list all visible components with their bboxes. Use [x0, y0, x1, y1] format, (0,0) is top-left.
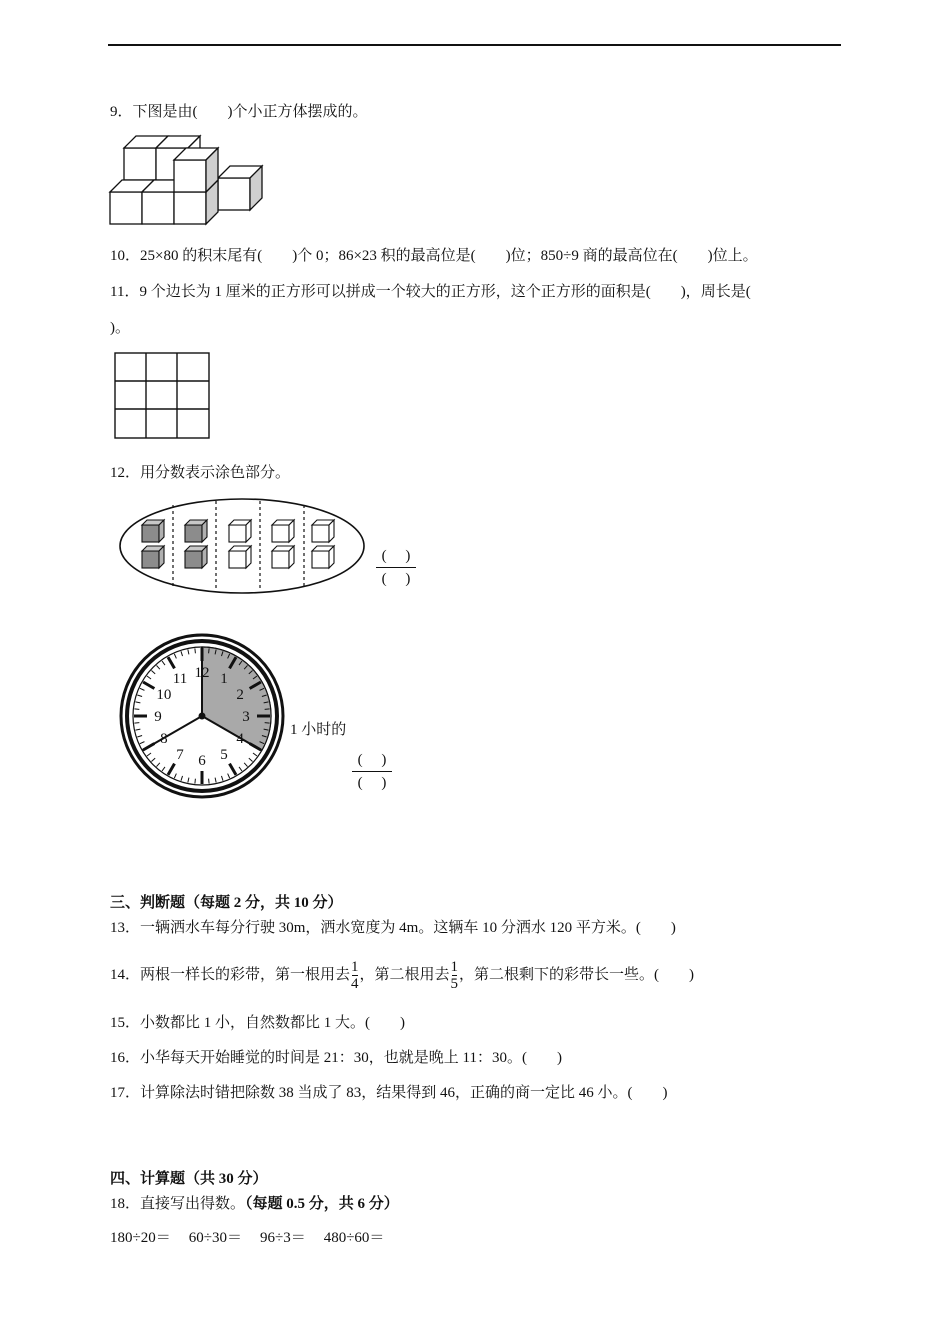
question-10: 10．25×80 的积末尾有( )个 0；86×23 积的最高位是( )位；850÷9 商的最高位在( )位上。: [110, 248, 758, 264]
square-grid-figure: [114, 352, 211, 440]
question-15: 15．小数都比 1 小，自然数都比 1 大。( ): [110, 1015, 405, 1031]
clock-number-7: 7: [176, 747, 184, 764]
unshaded-cube: [229, 525, 246, 542]
calc-item-4: 480÷60＝: [323, 1230, 385, 1246]
shaded-cube: [142, 551, 159, 568]
clock-minute-tick: [265, 723, 270, 724]
clock-number-11: 11: [172, 670, 188, 687]
clock-minute-tick: [134, 723, 139, 724]
clock-minute-tick: [134, 709, 139, 710]
clock-number-1: 1: [220, 670, 228, 687]
fraction-one-quarter: $\frac{1}{4}$: [351, 959, 359, 993]
clock-number-6: 6: [198, 753, 206, 769]
question-9: 9．下图是由( )个小正方体摆成的。: [110, 104, 368, 120]
shaded-cube: [142, 525, 159, 542]
question-14-part-b: ，第二根用去: [359, 967, 450, 983]
question-14: [110, 952, 694, 998]
unshaded-cube: [229, 551, 246, 568]
clock-number-2: 2: [236, 687, 244, 703]
question-12: 12．用分数表示涂色部分。: [110, 465, 291, 481]
cube-ellipse-figure: [118, 497, 368, 595]
calc-item-3: 96÷3＝: [259, 1230, 306, 1246]
fraction-numerator-blank: ( ): [381, 548, 411, 564]
clock-number-10: 10: [156, 687, 172, 703]
header-rule: [108, 44, 841, 46]
clock-fraction-denominator-blank: ( ): [357, 775, 387, 791]
fraction-answer-12: [376, 546, 416, 589]
clock-number-4: 4: [236, 731, 244, 747]
clock-minute-tick: [265, 709, 270, 710]
fraction-denominator-blank: ( ): [381, 571, 411, 587]
fraction-answer-clock: [352, 750, 392, 793]
question-11-line-2: )。: [110, 320, 130, 336]
calc-row: [110, 1228, 384, 1248]
clock-figure: [118, 632, 286, 800]
section-3-title: 三、判断题（每题 2 分，共 10 分）: [110, 895, 343, 911]
unshaded-cube: [312, 525, 329, 542]
question-18-score-note: （每题 0.5 分，共 6 分）: [245, 1196, 399, 1212]
section-4-title: 四、计算题（共 30 分）: [110, 1171, 268, 1187]
shaded-cube: [185, 551, 202, 568]
clock-number-5: 5: [220, 747, 228, 764]
clock-label: 1 小时的: [290, 722, 347, 738]
question-14-part-c: ，第二根剩下的彩带长一些。( ): [459, 967, 695, 983]
question-16: 16．小华每天开始睡觉的时间是 21：30，也就是晚上 11：30。( ): [110, 1050, 562, 1066]
clock-number-3: 3: [242, 709, 250, 725]
question-14-part-a: 14．两根一样长的彩带，第一根用去: [110, 967, 351, 983]
fraction-one-fifth: $\frac{1}{5}$: [450, 959, 459, 993]
unshaded-cube: [272, 525, 289, 542]
clock-minute-tick: [195, 648, 196, 653]
clock-number-9: 9: [154, 709, 162, 725]
clock-minute-tick: [209, 648, 210, 653]
question-18: 18．直接写出得数。（每题 0.5 分，共 6 分）: [110, 1196, 399, 1212]
clock-minute-tick: [209, 779, 210, 784]
clock-number-8: 8: [160, 731, 168, 747]
unshaded-cube: [272, 551, 289, 568]
cube-stack-figure: [108, 132, 268, 228]
shaded-cube: [185, 525, 202, 542]
question-11-line-1: 11．9 个边长为 1 厘米的正方形可以拼成一个较大的正方形，这个正方形的面积是( )，周长是(: [110, 284, 751, 300]
question-17: 17．计算除法时错把除数 38 当成了 83，结果得到 46，正确的商一定比 46 小。( ): [110, 1085, 668, 1101]
clock-fraction-numerator-blank: ( ): [357, 752, 387, 768]
clock-minute-tick: [195, 779, 196, 784]
clock-number-12: 12: [194, 665, 210, 681]
calc-item-1: 180÷20＝: [110, 1230, 171, 1246]
question-13: 13．一辆洒水车每分行驶 30m，洒水宽度为 4m。这辆车 10 分洒水 120 平方米。( ): [110, 920, 676, 936]
calc-item-2: 60÷30＝: [188, 1230, 242, 1246]
unshaded-cube: [312, 551, 329, 568]
